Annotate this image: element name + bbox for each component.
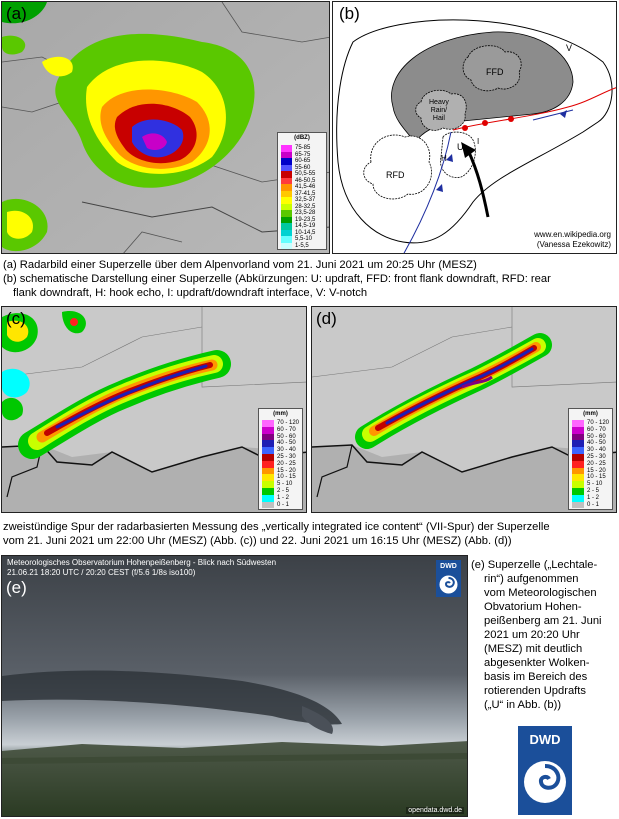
panel-b-schematic <box>332 1 617 254</box>
caption-ab-line-1: (a) Radarbild einer Superzelle über dem Alpenvorland vom 21. Juni 2021 um 20:25 Uhr (MESZ) <box>3 259 477 271</box>
mm-legend-swatch <box>262 468 274 475</box>
mm-legend-swatch <box>572 474 584 481</box>
mm-legend-label: 50 - 60 <box>277 433 296 440</box>
dbz-legend-label: 75-85 <box>295 145 311 151</box>
dbz-legend-label: 50,5-55 <box>295 171 316 177</box>
dwd-logo-large-text: DWD <box>529 732 561 747</box>
mm-legend-item <box>572 488 615 495</box>
dbz-legend-label: 41,5-46 <box>295 184 316 190</box>
mm-legend-swatch <box>572 502 584 509</box>
side-caption-line: abgesenkter Wolken- <box>484 657 590 669</box>
supercell-schematic <box>333 2 617 254</box>
ffd-label: FFD <box>486 67 504 77</box>
mm-legend-label: 15 - 20 <box>277 467 296 474</box>
photo-header-line-1: Meteorologisches Observatorium Hohenpeißenberg - Blick nach Südwesten <box>7 558 277 567</box>
mm-legend-item <box>262 495 305 502</box>
side-caption-line: vom Meteorologischen <box>484 587 597 599</box>
dbz-legend-label: 14,5-19 <box>295 223 316 229</box>
mm-legend-item <box>572 495 615 502</box>
mm-legend-label: 0 - 1 <box>277 501 290 508</box>
mm-legend-item <box>572 461 615 468</box>
side-caption-line: rin“) aufgenommen <box>484 573 579 585</box>
mm-legend-label: 30 - 40 <box>587 447 606 454</box>
side-caption-line: („U“ in Abb. (b)) <box>484 699 562 711</box>
mm-legend-swatch <box>572 468 584 475</box>
wikipedia-credit <box>534 230 611 250</box>
mm-legend-swatch <box>572 420 584 427</box>
mm-legend-item <box>262 440 305 447</box>
mm-legend-label: 0 - 1 <box>587 501 600 508</box>
mm-legend-swatch <box>262 454 274 461</box>
rfd-label: RFD <box>386 170 405 180</box>
mm-legend-swatch <box>572 495 584 502</box>
mm-legend-swatch <box>572 447 584 454</box>
mm-legend-label: 50 - 60 <box>587 433 606 440</box>
mm-legend-item <box>262 461 305 468</box>
mm-legend-label: 5 - 10 <box>277 481 293 488</box>
credit-line-1: www.en.wikipedia.org <box>534 230 611 239</box>
v-notch-label: V <box>566 43 573 53</box>
mm-legend-d <box>568 408 613 510</box>
panel-e-photo <box>1 555 468 817</box>
mm-legend-item <box>572 440 615 447</box>
opendata-watermark: opendata.dwd.de <box>408 807 462 814</box>
mm-legend-item <box>572 468 615 475</box>
dbz-legend-label: 1-5,5 <box>295 242 309 249</box>
heavy-rain-line-3: Hail <box>432 115 445 122</box>
mm-legend-swatch <box>262 447 274 454</box>
mm-legend-label: 25 - 30 <box>277 454 296 460</box>
mm-legend-item <box>262 481 305 488</box>
panel-d-vii-track <box>311 306 617 513</box>
dwd-logo-small <box>436 560 461 597</box>
mm-legend-item <box>262 447 305 454</box>
heavy-rain-label <box>429 99 449 123</box>
side-caption-line: (MESZ) mit deutlich <box>484 643 583 655</box>
mm-legend-label: 2 - 5 <box>277 488 290 494</box>
panel-a-label: (a) <box>6 4 27 23</box>
mm-legend-swatch <box>262 474 274 481</box>
dbz-legend-label: 5,5-10 <box>295 236 313 242</box>
dbz-legend-label: 19-23,5 <box>295 216 316 223</box>
caption-ab-line-3: flank downdraft, H: hook echo, I: updraft/downdraft interface, V: V-notch <box>13 287 368 299</box>
dwd-spiral-small-icon <box>436 572 461 597</box>
mm-legend-item <box>262 488 305 495</box>
mm-legend-swatch <box>572 440 584 447</box>
mm-legend-item <box>572 474 615 481</box>
side-caption-line: Obvatorium Hohen- <box>484 601 582 613</box>
mm-legend-item <box>262 454 305 461</box>
mm-legend-swatch <box>572 434 584 441</box>
mm-legend-item <box>262 468 305 475</box>
dbz-legend-label: 60-65 <box>295 158 311 164</box>
side-caption <box>471 558 619 712</box>
mm-legend-label: 60 - 70 <box>277 426 296 433</box>
side-caption-line: (e) Superzelle („Lechtale- <box>471 559 598 571</box>
mm-legend-swatch <box>262 440 274 447</box>
mm-legend-item <box>262 474 305 481</box>
dbz-legend-swatch <box>281 243 292 250</box>
mm-legend-swatch <box>572 461 584 468</box>
mm-legend-swatch <box>572 454 584 461</box>
mm-legend-item <box>572 447 615 454</box>
mm-legend-label: 15 - 20 <box>587 467 606 474</box>
supercell-photo <box>2 556 468 817</box>
mm-legend-item <box>572 481 615 488</box>
mm-legend-swatch <box>262 481 274 488</box>
heavy-rain-line-1: Heavy <box>429 99 449 106</box>
panel-b-label: (b) <box>339 4 360 23</box>
heavy-rain-line-2: Rain/ <box>430 107 448 114</box>
caption-cd <box>3 520 617 548</box>
mm-legend-label: 10 - 15 <box>277 474 296 481</box>
mm-legend-label: 40 - 50 <box>277 440 296 447</box>
mm-legend-label: 25 - 30 <box>587 454 606 460</box>
caption-ab <box>3 258 617 300</box>
mm-legend-item <box>572 502 615 509</box>
mm-legend-item <box>572 454 615 461</box>
mm-legend-swatch <box>262 427 274 434</box>
caption-cd-line-2: vom 21. Juni 2021 um 22:00 Uhr (MESZ) (Abb. (c)) und 22. Juni 2021 um 16:15 Uhr (MESZ) (Abb. (d)) <box>3 535 512 547</box>
dbz-legend-item <box>281 243 329 250</box>
mm-legend-swatch <box>572 488 584 495</box>
credit-line-2: (Vanessa Ezekowitz) <box>536 240 611 249</box>
panel-c-label: (c) <box>6 309 26 328</box>
caption-cd-line-1: zweistündige Spur der radarbasierten Messung des „vertically integrated ice content“ (VII-Spur) der Superzelle <box>3 521 550 533</box>
mm-legend-c <box>258 408 303 510</box>
mm-legend-swatch <box>262 434 274 441</box>
mm-legend-label: 1 - 2 <box>587 494 600 501</box>
panel-c-vii-track <box>1 306 307 513</box>
dbz-legend-label: 23,5-28 <box>295 210 316 216</box>
hook-echo-label: H <box>441 154 447 163</box>
mm-legend-label: 10 - 15 <box>587 474 606 481</box>
mm-legend-swatch <box>262 488 274 495</box>
panel-e-label: (e) <box>6 578 27 597</box>
mm-legend-item <box>262 427 305 434</box>
dwd-logo-large <box>518 726 572 815</box>
photo-header <box>7 558 276 578</box>
mm-legend-label: 70 - 120 <box>277 420 300 426</box>
mm-legend-label: 40 - 50 <box>587 440 606 447</box>
mm-legend-label: 30 - 40 <box>277 447 296 454</box>
side-caption-line: rotierenden Updrafts <box>484 685 586 697</box>
mm-legend-item <box>262 420 305 427</box>
panel-d-label: (d) <box>316 309 337 328</box>
mm-legend-label: 60 - 70 <box>587 426 606 433</box>
dbz-legend-label: 55-60 <box>295 164 311 171</box>
mm-legend-swatch <box>262 495 274 502</box>
dbz-legend-unit: (dBZ) <box>294 135 310 141</box>
mm-legend-swatch <box>572 427 584 434</box>
mm-legend-label: 1 - 2 <box>277 494 290 501</box>
mm-legend-label: 70 - 120 <box>587 420 610 426</box>
side-caption-line: peißenberg am 21. Juni <box>484 615 602 627</box>
caption-ab-line-2: (b) schematische Darstellung einer Superzelle (Abkürzungen: U: updraft, FFD: front flank downdraft, RFD: rear <box>3 273 551 285</box>
panel-a-radar <box>1 1 330 254</box>
mm-legend-label: 20 - 25 <box>277 460 296 467</box>
dwd-spiral-large-icon <box>518 752 572 812</box>
mm-legend-swatch <box>262 502 274 509</box>
updraft-label: U <box>457 142 464 152</box>
mm-legend-item <box>572 420 615 427</box>
side-caption-line: basis im Bereich des <box>484 671 588 683</box>
photo-header-line-2: 21.06.21 18:20 UTC / 20:20 CEST (f/5.6 1/8s iso100) <box>7 568 196 577</box>
dwd-logo-small-text: DWD <box>440 563 457 570</box>
dbz-legend-label: 28-32,5 <box>295 203 316 210</box>
mm-legend-item <box>572 427 615 434</box>
dbz-legend <box>277 132 327 250</box>
mm-legend-item <box>572 434 615 441</box>
dbz-legend-label: 37-41,5 <box>295 190 316 197</box>
mm-legend-swatch <box>262 420 274 427</box>
mm-legend-label: 20 - 25 <box>587 460 606 467</box>
mm-legend-item <box>262 502 305 509</box>
mm-legend-swatch <box>262 461 274 468</box>
dbz-legend-label: 32,5-37 <box>295 197 316 203</box>
dbz-legend-label: 10-14,5 <box>295 229 316 236</box>
dbz-legend-label: 46-50,5 <box>295 177 316 184</box>
mm-legend-item <box>262 434 305 441</box>
dbz-legend-label: 65-75 <box>295 151 311 158</box>
side-caption-line: 2021 um 20:20 Uhr <box>484 629 580 641</box>
mm-legend-label: 5 - 10 <box>587 481 603 488</box>
mm-legend-swatch <box>572 481 584 488</box>
mm-legend-unit-c: (mm) <box>273 411 288 417</box>
mm-legend-unit-d: (mm) <box>583 411 598 417</box>
mm-legend-label: 2 - 5 <box>587 488 600 494</box>
interface-label: I <box>477 137 480 146</box>
